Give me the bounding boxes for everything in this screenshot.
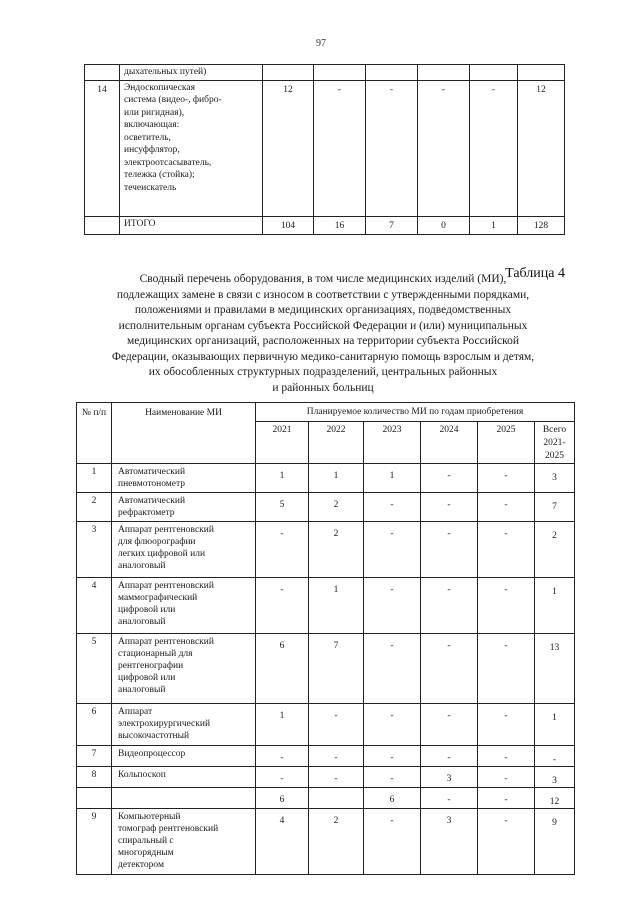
table-row [77, 767, 575, 788]
item-name-line: Автоматический [118, 496, 186, 506]
item-name [112, 704, 256, 746]
total-cell: 9 [535, 809, 575, 875]
item-name [112, 464, 256, 493]
item-name [112, 634, 256, 704]
quantity-cell: - [366, 80, 418, 216]
item-name-line: или ригидная), [124, 107, 185, 118]
item-name-line: ИТОГО [124, 218, 156, 229]
header-name: Наименование МИ [112, 403, 256, 464]
equipment-table-continuation [84, 64, 565, 235]
item-name-line: осветитель, [124, 132, 171, 143]
quantity-cell: - [256, 746, 309, 767]
equipment-replacement-table [76, 402, 575, 875]
title-line: исполнительным органам субъекта Российской Федерации и (или) муниципальных [118, 319, 528, 332]
table-label: Таблица 4 [505, 266, 565, 281]
item-name [112, 809, 256, 875]
table-row [77, 578, 575, 634]
quantity-cell: - [364, 634, 421, 704]
title-line: медицинских организаций, расположенных на территории субъекта Российской [126, 335, 520, 347]
table-row [77, 788, 575, 809]
header-total-line: 2021- [543, 438, 566, 448]
title-line: подлежащих замене в связи с износом в соответствии с утвержденными порядками, [116, 288, 530, 301]
item-name-line: Аппарат рентгеновский [118, 581, 214, 591]
title-line: их обособленных структурных подразделений, центральных районных [148, 366, 498, 378]
table-row [77, 522, 575, 578]
row-number: 8 [77, 767, 112, 788]
quantity-cell: 1 [470, 216, 518, 234]
item-name [120, 80, 263, 216]
row-number [85, 216, 120, 234]
header-year: 2023 [364, 422, 421, 464]
item-name-line: высокочастотный [118, 731, 190, 741]
item-name-line: цифровой или [118, 605, 176, 615]
quantity-cell: - [314, 80, 366, 216]
quantity-cell: - [364, 578, 421, 634]
item-name-line: аналоговый [118, 617, 166, 627]
title-line: Сводный перечень оборудования, в том числе медицинских изделий (МИ), [139, 273, 507, 285]
quantity-cell: 1 [256, 704, 309, 746]
table-row [85, 65, 565, 81]
total-cell: 3 [535, 767, 575, 788]
quantity-cell: - [478, 809, 535, 875]
quantity-cell: - [256, 522, 309, 578]
title-line: положениями и правилами в медицинских организациях, подведомственных [134, 304, 512, 316]
total-cell: 12 [535, 788, 575, 809]
row-number: 1 [77, 464, 112, 493]
quantity-cell: - [478, 746, 535, 767]
total-cell: 12 [518, 80, 565, 216]
total-cell: 128 [518, 216, 565, 234]
table-row [77, 746, 575, 767]
quantity-cell: 0 [418, 216, 470, 234]
quantity-cell: 2 [309, 493, 364, 522]
item-name [112, 767, 256, 788]
header-total-line: 2025 [545, 451, 564, 461]
item-name-line: Видеопроцессор [118, 749, 186, 759]
quantity-cell: 5 [256, 493, 309, 522]
table-row [77, 493, 575, 522]
quantity-cell: 1 [256, 464, 309, 493]
quantity-cell: 4 [256, 809, 309, 875]
quantity-cell: 2 [309, 522, 364, 578]
header-total-line: Всего [542, 425, 567, 435]
row-number: 7 [77, 746, 112, 767]
title-line: и районных больниц [272, 381, 374, 394]
item-name-line: система (видео-, фибро- [124, 95, 222, 105]
table-row [77, 704, 575, 746]
row-number [77, 788, 112, 809]
item-name-line: Аппарат рентгеновский [118, 637, 214, 647]
item-name-line: аналоговый [118, 561, 166, 571]
item-name [112, 522, 256, 578]
quantity-cell: - [478, 704, 535, 746]
item-name-line: Компьютерный [118, 812, 181, 822]
quantity-cell: 2 [309, 809, 364, 875]
row-number: 4 [77, 578, 112, 634]
quantity-cell [314, 65, 366, 81]
header-year: 2025 [478, 422, 535, 464]
header-year: 2022 [309, 422, 364, 464]
item-name-line: спиральный с [118, 836, 174, 846]
quantity-cell: 7 [309, 634, 364, 704]
quantity-cell: - [470, 80, 518, 216]
quantity-cell: 104 [263, 216, 314, 234]
item-name [120, 65, 263, 81]
quantity-cell: - [256, 578, 309, 634]
item-name-line: легких цифровой или [118, 549, 206, 559]
total-cell: 7 [535, 493, 575, 522]
total-cell: 1 [535, 704, 575, 746]
item-name-line: многорядным [118, 848, 174, 858]
quantity-cell: - [478, 493, 535, 522]
quantity-cell [418, 65, 470, 81]
quantity-cell: - [364, 809, 421, 875]
total-cell: - [535, 746, 575, 767]
quantity-cell [309, 788, 364, 809]
quantity-cell: - [421, 464, 478, 493]
row-number: 14 [85, 80, 120, 216]
quantity-cell: - [421, 746, 478, 767]
table-row [77, 464, 575, 493]
item-name-line: пневмотонометр [118, 479, 186, 489]
header-year: 2021 [256, 422, 309, 464]
item-name-line: Аппарат [118, 707, 153, 717]
quantity-cell: - [309, 767, 364, 788]
quantity-cell: - [421, 634, 478, 704]
item-name-line: рефрактометр [118, 508, 175, 518]
table-row [77, 809, 575, 875]
quantity-cell: - [364, 767, 421, 788]
item-name [112, 746, 256, 767]
item-name-line: рентгенографии [118, 661, 184, 671]
item-name-line: электрохирургический [118, 719, 211, 729]
item-name-line: дыхательных путей) [124, 67, 207, 77]
quantity-cell: 1 [309, 464, 364, 493]
item-name-line: включающая: [124, 120, 180, 130]
table-header-row [77, 403, 575, 422]
quantity-cell: - [478, 578, 535, 634]
item-name-line: стационарный для [118, 649, 193, 659]
row-number: 6 [77, 704, 112, 746]
item-name-line: тележка (стойка); [124, 170, 195, 180]
quantity-cell: - [478, 522, 535, 578]
quantity-cell: - [364, 493, 421, 522]
total-cell: 13 [535, 634, 575, 704]
header-total [535, 422, 575, 464]
item-name-line: электроотсасыватель, [124, 157, 212, 168]
item-name-line: течеискатель [124, 182, 177, 193]
row-number [85, 65, 120, 81]
table-row [85, 216, 565, 234]
item-name-line: цифровой или [118, 673, 176, 683]
quantity-cell: - [418, 80, 470, 216]
header-year: 2024 [421, 422, 478, 464]
quantity-cell [263, 65, 314, 81]
quantity-cell: 3 [421, 767, 478, 788]
item-name-line: Эндоскопическая [124, 82, 195, 93]
item-name-line: Кольпоскоп [118, 770, 166, 780]
item-name [112, 578, 256, 634]
quantity-cell: - [421, 704, 478, 746]
quantity-cell: 6 [364, 788, 421, 809]
total-cell: 1 [535, 578, 575, 634]
item-name-line: детектором [118, 860, 165, 870]
table-row [77, 634, 575, 704]
quantity-cell: - [421, 522, 478, 578]
item-name-line: аналоговый [118, 685, 166, 695]
page-number: 97 [316, 38, 326, 49]
row-number: 3 [77, 522, 112, 578]
quantity-cell [470, 65, 518, 81]
item-name-line: томограф рентгеновский [118, 824, 219, 834]
item-name-line: Аппарат рентгеновский [118, 525, 214, 535]
quantity-cell: - [309, 704, 364, 746]
table-title [78, 272, 568, 396]
quantity-cell: - [421, 493, 478, 522]
quantity-cell: - [421, 578, 478, 634]
item-name [112, 493, 256, 522]
quantity-cell: 6 [256, 634, 309, 704]
quantity-cell: - [364, 746, 421, 767]
item-name-line: для флюорографии [118, 537, 196, 547]
total-cell: 3 [535, 464, 575, 493]
row-number: 9 [77, 809, 112, 875]
header-number: № п/п [77, 403, 112, 464]
row-number: 2 [77, 493, 112, 522]
quantity-cell: 6 [256, 788, 309, 809]
quantity-cell: - [364, 704, 421, 746]
quantity-cell: 1 [364, 464, 421, 493]
total-cell [518, 65, 565, 81]
table-row [85, 80, 565, 216]
row-number: 5 [77, 634, 112, 704]
quantity-cell: - [364, 522, 421, 578]
quantity-cell: - [309, 746, 364, 767]
item-name-line: Автоматический [118, 467, 186, 477]
title-line: Федерации, оказывающих первичную медико-санитарную помощь взрослым и детям, [111, 350, 535, 363]
quantity-cell [366, 65, 418, 81]
item-name-line: маммографический [118, 593, 198, 603]
item-name [120, 216, 263, 234]
quantity-cell: - [478, 767, 535, 788]
quantity-cell: 3 [421, 809, 478, 875]
quantity-cell: - [421, 788, 478, 809]
item-name-line: инсуффлятор, [124, 145, 180, 155]
quantity-cell: - [478, 634, 535, 704]
quantity-cell: 7 [366, 216, 418, 234]
quantity-cell: - [478, 788, 535, 809]
quantity-cell: - [256, 767, 309, 788]
quantity-cell: 12 [263, 80, 314, 216]
quantity-cell: - [478, 464, 535, 493]
total-cell: 2 [535, 522, 575, 578]
quantity-cell: 16 [314, 216, 366, 234]
quantity-cell: 1 [309, 578, 364, 634]
header-planned-quantity: Планируемое количество МИ по годам приобретения [256, 403, 575, 422]
item-name [112, 788, 256, 809]
